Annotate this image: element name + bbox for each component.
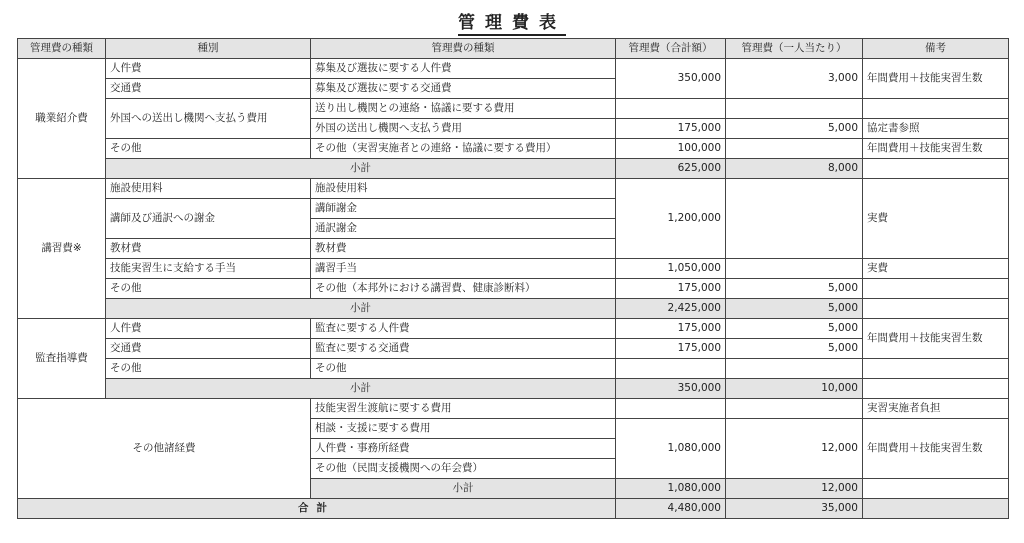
table-row bbox=[18, 259, 1009, 279]
type-cell: その他 bbox=[106, 279, 311, 299]
per-person-cell: 5,000 bbox=[726, 119, 863, 139]
total-cell: 1,080,000 bbox=[616, 419, 726, 479]
kind-cell: 募集及び選抜に要する人件費 bbox=[311, 59, 616, 79]
subtotal-total: 625,000 bbox=[616, 159, 726, 179]
per-person-cell bbox=[726, 139, 863, 159]
grand-total-per-person: 35,000 bbox=[726, 499, 863, 519]
subtotal-per-person: 10,000 bbox=[726, 379, 863, 399]
kind-cell: 人件費・事務所経費 bbox=[311, 439, 616, 459]
kind-cell: 監査に要する交通費 bbox=[311, 339, 616, 359]
remarks-cell bbox=[863, 159, 1009, 179]
remarks-cell: 年間費用＋技能実習生数 bbox=[863, 139, 1009, 159]
table-row bbox=[18, 279, 1009, 299]
kind-cell: 外国の送出し機関へ支払う費用 bbox=[311, 119, 616, 139]
header-per-person: 管理費（一人当たり） bbox=[726, 39, 863, 59]
total-cell: 1,200,000 bbox=[616, 179, 726, 259]
subtotal-total: 350,000 bbox=[616, 379, 726, 399]
per-person-cell bbox=[726, 179, 863, 259]
kind-cell: その他（実習実施者との連絡・協議に要する費用） bbox=[311, 139, 616, 159]
category-cell: その他諸経費 bbox=[18, 399, 311, 499]
type-cell: 人件費 bbox=[106, 59, 311, 79]
type-cell: その他 bbox=[106, 139, 311, 159]
subtotal-label: 小計 bbox=[311, 479, 616, 499]
total-cell: 175,000 bbox=[616, 279, 726, 299]
kind-cell: その他（本邦外における講習費、健康診断料） bbox=[311, 279, 616, 299]
type-cell: 施設使用料 bbox=[106, 179, 311, 199]
kind-cell: 施設使用料 bbox=[311, 179, 616, 199]
kind-cell: 相談・支援に要する費用 bbox=[311, 419, 616, 439]
grand-total-total: 4,480,000 bbox=[616, 499, 726, 519]
category-cell: 監査指導費 bbox=[18, 319, 106, 399]
table-row bbox=[18, 339, 1009, 359]
table-row bbox=[18, 59, 1009, 79]
total-cell: 175,000 bbox=[616, 319, 726, 339]
table-row bbox=[18, 99, 1009, 119]
total-cell: 1,050,000 bbox=[616, 259, 726, 279]
per-person-cell: 5,000 bbox=[726, 339, 863, 359]
type-cell: 講師及び通訳への謝金 bbox=[106, 199, 311, 239]
total-cell bbox=[616, 359, 726, 379]
kind-cell: 通訳謝金 bbox=[311, 219, 616, 239]
kind-cell: 講師謝金 bbox=[311, 199, 616, 219]
kind-cell: その他（民間支援機関への年会費） bbox=[311, 459, 616, 479]
type-cell: 教材費 bbox=[106, 239, 311, 259]
grand-total-label: 合計 bbox=[18, 499, 616, 519]
total-cell: 100,000 bbox=[616, 139, 726, 159]
grand-total-row bbox=[18, 499, 1009, 519]
type-cell: 人件費 bbox=[106, 319, 311, 339]
total-cell bbox=[616, 99, 726, 119]
per-person-cell: 3,000 bbox=[726, 59, 863, 99]
remarks-cell bbox=[863, 299, 1009, 319]
header-fee-category: 管理費の種類 bbox=[18, 39, 106, 59]
subtotal-per-person: 8,000 bbox=[726, 159, 863, 179]
remarks-cell: 年間費用＋技能実習生数 bbox=[863, 59, 1009, 99]
table-row bbox=[18, 399, 1009, 419]
type-cell: その他 bbox=[106, 359, 311, 379]
category-cell: 講習費※ bbox=[18, 179, 106, 319]
subtotal-label: 小計 bbox=[106, 159, 616, 179]
remarks-cell bbox=[863, 499, 1009, 519]
kind-cell: 講習手当 bbox=[311, 259, 616, 279]
remarks-cell bbox=[863, 479, 1009, 499]
remarks-cell bbox=[863, 99, 1009, 119]
per-person-cell: 5,000 bbox=[726, 319, 863, 339]
header-type: 種別 bbox=[106, 39, 311, 59]
kind-cell: 技能実習生渡航に要する費用 bbox=[311, 399, 616, 419]
header-fee-kind: 管理費の種類 bbox=[311, 39, 616, 59]
subtotal-row bbox=[18, 159, 1009, 179]
remarks-cell bbox=[863, 279, 1009, 299]
table-row bbox=[18, 319, 1009, 339]
header-remarks: 備考 bbox=[863, 39, 1009, 59]
kind-cell: 教材費 bbox=[311, 239, 616, 259]
remarks-cell bbox=[863, 379, 1009, 399]
subtotal-per-person: 5,000 bbox=[726, 299, 863, 319]
management-fee-table bbox=[17, 38, 1009, 519]
kind-cell: 募集及び選抜に要する交通費 bbox=[311, 79, 616, 99]
remarks-cell: 年間費用＋技能実習生数 bbox=[863, 319, 1009, 359]
table-row bbox=[18, 179, 1009, 199]
header-total: 管理費（合計額） bbox=[616, 39, 726, 59]
type-cell: 技能実習生に支給する手当 bbox=[106, 259, 311, 279]
total-cell bbox=[616, 399, 726, 419]
subtotal-per-person: 12,000 bbox=[726, 479, 863, 499]
subtotal-row bbox=[18, 379, 1009, 399]
subtotal-total: 2,425,000 bbox=[616, 299, 726, 319]
per-person-cell bbox=[726, 99, 863, 119]
remarks-cell: 実費 bbox=[863, 179, 1009, 259]
remarks-cell: 協定書参照 bbox=[863, 119, 1009, 139]
total-cell: 175,000 bbox=[616, 339, 726, 359]
per-person-cell bbox=[726, 399, 863, 419]
table-row bbox=[18, 139, 1009, 159]
remarks-cell: 実費 bbox=[863, 259, 1009, 279]
type-cell: 交通費 bbox=[106, 79, 311, 99]
category-cell: 職業紹介費 bbox=[18, 59, 106, 179]
page-title: 管理費表 bbox=[0, 8, 1024, 33]
kind-cell: 送り出し機関との連絡・協議に要する費用 bbox=[311, 99, 616, 119]
table-row bbox=[18, 359, 1009, 379]
per-person-cell: 5,000 bbox=[726, 279, 863, 299]
subtotal-row bbox=[18, 299, 1009, 319]
per-person-cell bbox=[726, 259, 863, 279]
type-cell: 外国への送出し機関へ支払う費用 bbox=[106, 99, 311, 139]
total-cell: 175,000 bbox=[616, 119, 726, 139]
type-cell: 交通費 bbox=[106, 339, 311, 359]
per-person-cell: 12,000 bbox=[726, 419, 863, 479]
header-row bbox=[18, 39, 1009, 59]
kind-cell: 監査に要する人件費 bbox=[311, 319, 616, 339]
remarks-cell: 実習実施者負担 bbox=[863, 399, 1009, 419]
subtotal-total: 1,080,000 bbox=[616, 479, 726, 499]
kind-cell: その他 bbox=[311, 359, 616, 379]
remarks-cell bbox=[863, 359, 1009, 379]
subtotal-label: 小計 bbox=[106, 299, 616, 319]
per-person-cell bbox=[726, 359, 863, 379]
remarks-cell: 年間費用＋技能実習生数 bbox=[863, 419, 1009, 479]
subtotal-label: 小計 bbox=[106, 379, 616, 399]
total-cell: 350,000 bbox=[616, 59, 726, 99]
